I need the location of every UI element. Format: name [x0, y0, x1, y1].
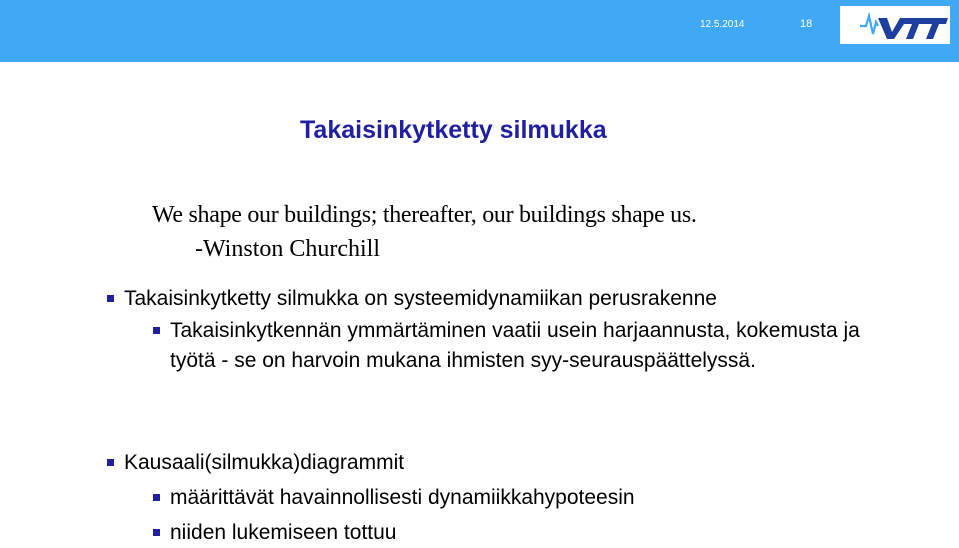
bullet-item: Takaisinkytketty silmukka on systeemidynamiikan perusrakenne [124, 287, 717, 310]
slide-date: 12.5.2014 [700, 19, 745, 30]
vtt-logo-icon [840, 6, 950, 44]
sub-bullet-item: määrittävät havainnollisesti dynamiikkahypoteesin [170, 486, 635, 509]
sub-bullet-marker [153, 494, 160, 501]
quote-text: We shape our buildings; thereafter, our buildings shape us. [152, 202, 697, 228]
bullet-marker [107, 459, 114, 466]
header-bar [0, 0, 959, 62]
bullet-marker [107, 295, 114, 302]
vtt-logo [840, 6, 950, 44]
slide-title: Takaisinkytketty silmukka [300, 116, 607, 144]
sub-bullet-item: niiden lukemiseen tottuu [170, 521, 397, 544]
quote-author: -Winston Churchill [195, 236, 381, 262]
sub-bullet-item: Takaisinkytkennän ymmärtäminen vaatii usein harjaannusta, kokemusta ja työtä - se on harvoin mukana ihmisten syy-seurauspäättelyssä. [170, 319, 860, 372]
page-number: 18 [800, 18, 813, 30]
bullet-item: Kausaali(silmukka)diagrammit [124, 451, 405, 474]
sub-bullet-marker [153, 529, 160, 536]
sub-bullet-marker [153, 327, 160, 334]
